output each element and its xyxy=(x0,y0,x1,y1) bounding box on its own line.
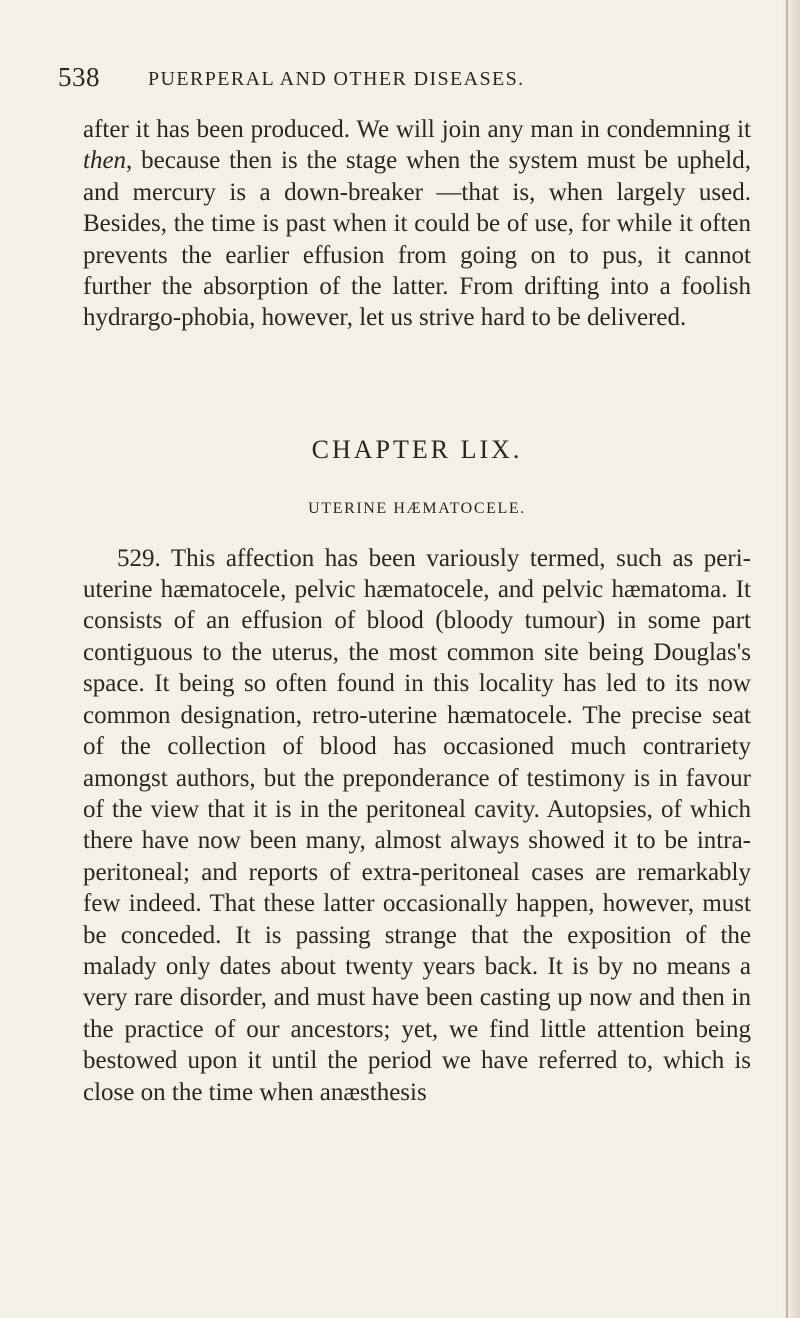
chapter-title: CHAPTER LIX. xyxy=(311,434,523,464)
continuation-text-start: after it has been produced. We will join any man in condemning it xyxy=(83,116,751,143)
page-number: 538 xyxy=(58,62,100,92)
page-edge xyxy=(782,0,800,1318)
paragraph-529: 529. This affection has been variously termed, such as peri-uterine hæmatocele, pelvic hæmatocele, and pelvic hæmatoma. It consists of an effusion of blood (bloody tumour) in some part contiguous to the uterus, the most common site being Douglas's space. It being so often found in this locality has led to its now common designation, retro-uterine hæmatocele. The precise seat of the collection of blood has occasioned much contrariety amongst authors, but the preponderance of testimony is in favour of the view that it is in the peritoneal cavity. Autopsies, of which there have now been many, almost always showed it to be intra-peritoneal; and reports of extra-peritoneal cases are remarkably few indeed. That these latter occasionally happen, however, must be conceded. It is passing strange that the exposition of the malady only dates about twenty years back. It is by no means a very rare disorder, and must have been casting up now and then in the practice of our ancestors; yet, we find little attention being bestowed upon it until the period we have referred to, which is close on the time when anæsthesis xyxy=(83,544,751,1106)
page-header xyxy=(58,58,758,94)
page-body xyxy=(83,114,751,1108)
continuation-paragraph xyxy=(83,114,751,334)
page-edge-line xyxy=(786,0,788,1318)
emphasis-then: then xyxy=(83,147,127,175)
running-head: PUERPERAL AND OTHER DISEASES. xyxy=(148,68,525,90)
section-title: UTERINE HÆMATOCELE. xyxy=(308,500,526,518)
continuation-text-end: , because then is the stage when the system must be upheld, and mercury is a down-breaker —that is, when largely used. Besides, the time is past when it could be of use, for while it often prevents the earlier effusion from going on to pus, it cannot further the absorption of the latter. From drifting into a foolish hydrargo-phobia, however, let us strive hard to be delivered. xyxy=(83,147,751,332)
